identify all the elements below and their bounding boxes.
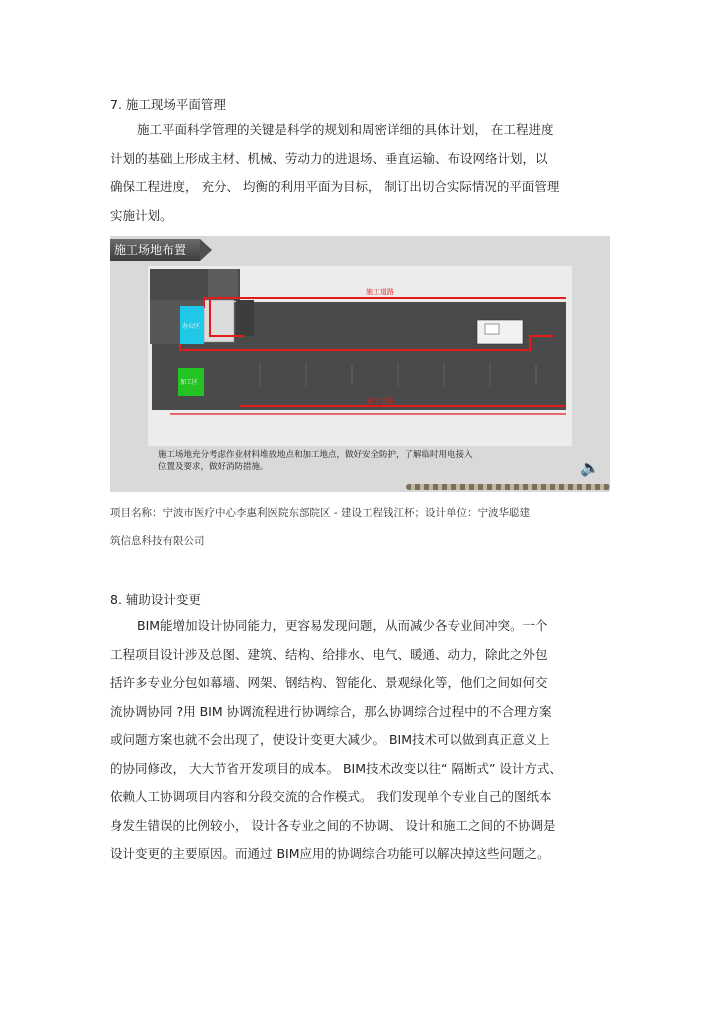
speaker-icon: 🔈 — [580, 458, 600, 477]
paragraph-line: 施工平面科学管理的关键是科学的规划和周密详细的具体计划， 在工程进度 — [137, 122, 554, 137]
road-label-top: 施工道路 — [366, 288, 394, 296]
paragraph-line: 工程项目设计涉及总图、建筑、结构、给排水、电气、暖通、动力，除此之外包 — [110, 646, 548, 662]
paragraph-line: 流协调协同 ?用 BIM 协调流程进行协调综合，那么协调综合过程中的不合理方案 — [110, 703, 552, 719]
paragraph-line: 实施计划。 — [110, 207, 173, 223]
section-8-heading: 8. 辅助设计变更 — [110, 592, 201, 607]
section-7-heading: 7. 施工现场平面管理 — [110, 97, 226, 112]
office-zone-label: 办公区 — [182, 323, 201, 330]
figure-tab-label: 施工场地布置 — [110, 239, 200, 261]
figure-note-line: 位置及要求，做好消防措施。 — [158, 462, 269, 472]
paragraph-line: 确保工程进度， 充分、 均衡的利用平面为目标， 制订出切合实际情况的平面管理 — [110, 179, 560, 194]
paragraph-line: 括许多专业分包如幕墙、网架、钢结构、智能化、景观绿化等，他们之间如何交 — [110, 675, 548, 690]
figure-caption-line-2: 筑信息科技有限公司 — [110, 535, 205, 547]
site-layout-figure — [110, 236, 610, 492]
building-block — [208, 269, 238, 299]
room-block — [477, 320, 523, 344]
figure-note — [158, 449, 558, 473]
paragraph-line: 依赖人工协调项目内容和分段交流的合作模式。 我们发现单个专业自己的图纸本 — [110, 789, 552, 804]
room-block — [485, 324, 499, 334]
paragraph-line: 或问题方案也就不会出现了，使设计变更大减少。 BIM技术可以做到真正意义上 — [110, 732, 550, 747]
figure-caption-line-1: 项目名称：宁波市医疗中心李惠利医院东部院区 - 建设工程钱江杯；设计单位：宁波华聪建 — [110, 507, 530, 519]
section-8-paragraph — [110, 612, 616, 869]
paragraph-line: 设计变更的主要原因。而通过 BIM应用的协调综合功能可以解决掉这些问题之。 — [110, 846, 550, 861]
paragraph-line: 的协同修改， 大大节省开发项目的成本。 BIM技术改变以往“ 隔断式” 设计方式、 — [110, 760, 562, 776]
paragraph-line: 计划的基础上形成主材、机械、劳动力的进退场、垂直运输、布设网络计划，以 — [110, 150, 548, 166]
section-7-paragraph — [110, 116, 616, 230]
road-label-bottom: 施工道路 — [366, 397, 394, 405]
decorative-stones — [406, 484, 610, 490]
processing-zone-label: 加工区 — [180, 379, 199, 386]
paragraph-line: 身发生错误的比例较小， 设计各专业之间的不协调、 设计和施工之间的不协调是 — [110, 817, 556, 833]
figure-note-line: 施工场地充分考虑作业材料堆放地点和加工地点，做好安全防护，了解临时用电接入 — [158, 450, 473, 460]
building-block — [152, 342, 566, 410]
building-block — [236, 300, 254, 336]
paragraph-line: BIM能增加设计协同能力，更容易发现问题，从而减少各专业间冲突。一个 — [137, 618, 548, 633]
